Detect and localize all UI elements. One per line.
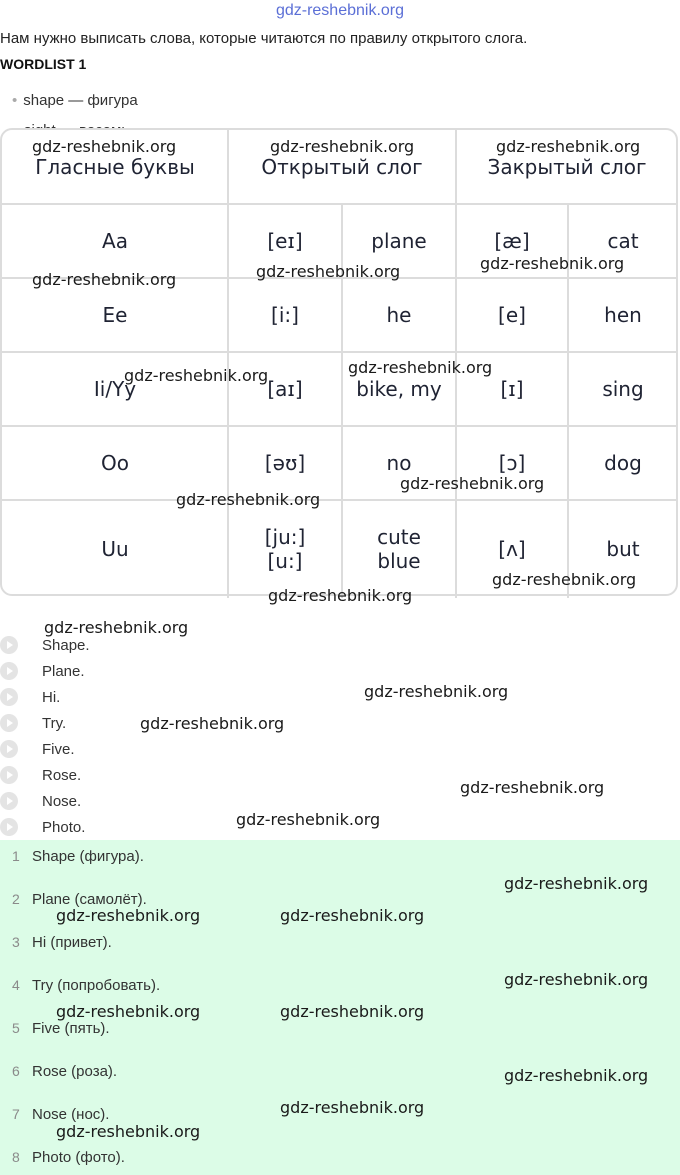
answer-item [0, 848, 680, 868]
answer-text: Try (попробовать). [32, 977, 161, 994]
table-cell-open-word: plane [371, 229, 427, 253]
answer-text: Rose (роза). [32, 1063, 118, 1080]
table-header-cell: Открытый слог [261, 155, 423, 179]
answer-text: Nose (нос). [32, 1106, 110, 1123]
watermark-text: gdz-reshebnik.org [32, 270, 177, 289]
table-cell-open-sound: [i:] [271, 303, 299, 327]
watermark-text: gdz-reshebnik.org [56, 1122, 201, 1141]
play-icon[interactable] [0, 766, 18, 784]
audio-row [0, 790, 300, 812]
audio-row [0, 738, 300, 760]
audio-word: Rose. [42, 766, 82, 784]
play-icon[interactable] [0, 740, 18, 758]
answer-number: 2 [12, 891, 20, 907]
answer-number: 1 [12, 848, 20, 864]
answer-item [0, 1149, 680, 1169]
table-cell-closed-sound: [ɔ] [498, 451, 526, 475]
table-gridline [227, 130, 229, 204]
watermark-text: gdz-reshebnik.org [400, 474, 545, 493]
play-icon[interactable] [0, 792, 18, 810]
table-cell-open-sound: [eɪ] [267, 229, 303, 253]
table-cell-open-word: bike, my [356, 377, 442, 401]
play-icon[interactable] [0, 714, 18, 732]
table-cell-closed-word: dog [604, 451, 642, 475]
answer-item [0, 934, 680, 954]
answer-text: Photo (фото). [32, 1149, 125, 1166]
table-cell-open-sound: [əʊ] [264, 451, 306, 475]
answer-text: Plane (самолёт). [32, 891, 147, 908]
watermark-text: gdz-reshebnik.org [504, 970, 649, 989]
wordlist-item-partial [24, 118, 129, 128]
watermark-text: gdz-reshebnik.org [496, 137, 641, 156]
watermark-text: gdz-reshebnik.org [176, 490, 321, 509]
table-cell-open-word: no [386, 451, 412, 475]
table-header-cell: Гласные буквы [35, 155, 195, 179]
table-cell-closed-sound: [ɪ] [500, 377, 524, 401]
watermark-text: gdz-reshebnik.org [56, 1002, 201, 1021]
watermark-text: gdz-reshebnik.org [348, 358, 493, 377]
play-icon[interactable] [0, 662, 18, 680]
answer-number: 4 [12, 977, 20, 993]
table-cell-letter: Ee [102, 303, 128, 327]
table-cell-closed-word: sing [602, 377, 644, 401]
bullet-dot-icon: • [12, 92, 18, 109]
table-cell-open-word: cute blue [377, 525, 421, 573]
table-cell-letter: Oo [101, 451, 129, 475]
watermark-text: gdz-reshebnik.org [270, 137, 415, 156]
answer-number: 7 [12, 1106, 20, 1122]
audio-word: Photo. [42, 818, 86, 836]
play-icon[interactable] [0, 688, 18, 706]
table-cell-closed-word: but [606, 537, 640, 561]
answer-number: 5 [12, 1020, 20, 1036]
watermark-text: gdz-reshebnik.org [268, 586, 413, 605]
table-cell-open-sound: [aɪ] [267, 377, 303, 401]
table-header-cell: Закрытый слог [487, 155, 647, 179]
answer-text: Shape (фигура). [32, 848, 144, 865]
play-icon[interactable] [0, 636, 18, 654]
table-cell-letter: Ii/Yy [93, 377, 137, 401]
audio-word: Shape. [42, 636, 90, 654]
site-brand-link[interactable]: gdz-reshebnik.org [275, 2, 405, 19]
audio-word: Plane. [42, 662, 85, 680]
watermark-text: gdz-reshebnik.org [460, 778, 605, 797]
table-cell-closed-word: hen [604, 303, 642, 327]
table-cell-closed-sound: [ʌ] [498, 537, 526, 561]
vowel-rules-table [0, 128, 678, 596]
wordlist-item: • shape — фигура [12, 92, 138, 109]
table-cell-open-word: he [386, 303, 412, 327]
watermark-text: gdz-reshebnik.org [280, 1002, 425, 1021]
answer-text: Five (пять). [32, 1020, 110, 1037]
watermark-text: gdz-reshebnik.org [480, 254, 625, 273]
table-cell-letter: Uu [101, 537, 129, 561]
watermark-text: gdz-reshebnik.org [492, 570, 637, 589]
play-icon[interactable] [0, 818, 18, 836]
task-intro-text: Нам нужно выписать слова, которые читаются по правилу открытого слога. [0, 30, 528, 47]
table-cell-letter: Aa [102, 229, 128, 253]
answer-number: 8 [12, 1149, 20, 1165]
answer-item [0, 1020, 680, 1040]
table-cell-closed-word: cat [607, 229, 639, 253]
audio-row [0, 686, 300, 708]
table-cell-open-sound: [ju:] [u:] [264, 525, 306, 573]
answer-number: 3 [12, 934, 20, 950]
watermark-text: gdz-reshebnik.org [280, 906, 425, 925]
watermark-text: gdz-reshebnik.org [236, 810, 381, 829]
audio-row [0, 764, 300, 786]
table-gridline [455, 130, 457, 204]
watermark-text: gdz-reshebnik.org [504, 1066, 649, 1085]
audio-word: Try. [42, 714, 67, 732]
answer-text: Hi (привет). [32, 934, 112, 951]
table-gridline [227, 204, 229, 598]
watermark-text: gdz-reshebnik.org [124, 366, 269, 385]
watermark-text: gdz-reshebnik.org [140, 714, 285, 733]
wordlist-heading: WORDLIST 1 [0, 56, 87, 72]
table-cell-closed-sound: [e] [498, 303, 526, 327]
watermark-text: gdz-reshebnik.org [364, 682, 509, 701]
audio-word: Five. [42, 740, 75, 758]
table-gridline [455, 204, 457, 598]
audio-row [0, 660, 300, 682]
watermark-text: gdz-reshebnik.org [44, 618, 189, 637]
audio-row [0, 634, 300, 656]
table-cell-closed-sound: [æ] [494, 229, 530, 253]
watermark-text: gdz-reshebnik.org [256, 262, 401, 281]
answer-number: 6 [12, 1063, 20, 1079]
audio-word: Hi. [42, 688, 61, 706]
audio-word: Nose. [42, 792, 82, 810]
watermark-text: gdz-reshebnik.org [504, 874, 649, 893]
watermark-text: gdz-reshebnik.org [280, 1098, 425, 1117]
watermark-text: gdz-reshebnik.org [56, 906, 201, 925]
watermark-text: gdz-reshebnik.org [32, 137, 177, 156]
